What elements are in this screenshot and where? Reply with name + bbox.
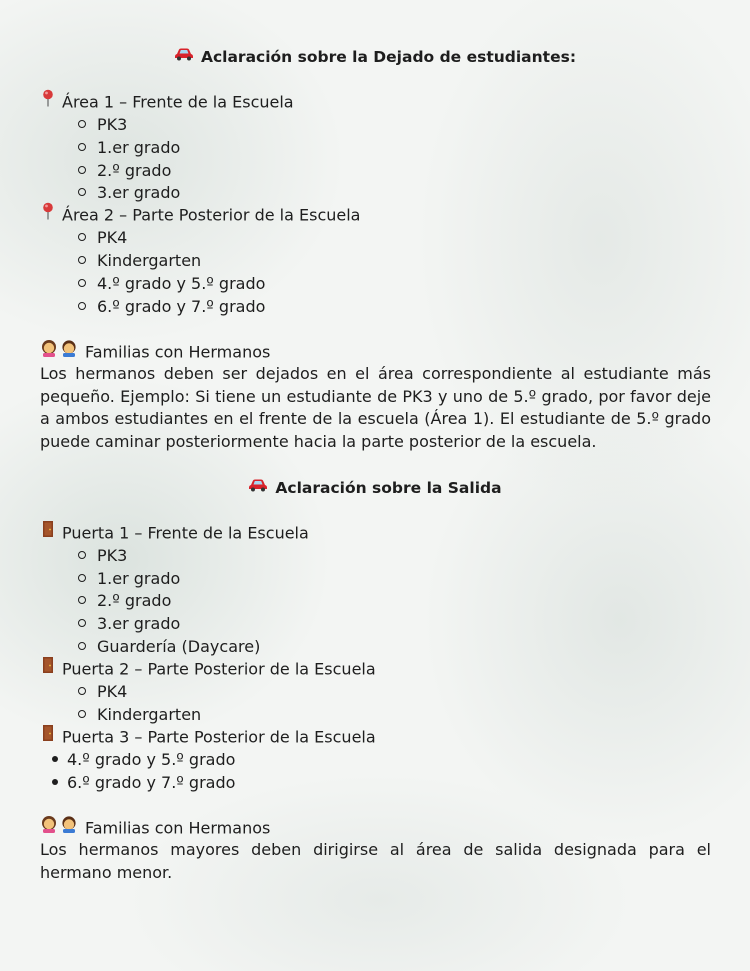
list-item: 2.º grado <box>78 590 171 612</box>
list-item: 3.er grado <box>78 182 180 204</box>
list-item: PK4 <box>78 681 127 703</box>
pickup-siblings-text: Los hermanos mayores deben dirigirse al área de salida designada para el hermano menor. <box>40 840 711 882</box>
list-item: 4.º grado y 5.º grado <box>78 273 265 295</box>
pickup-title <box>0 478 750 499</box>
door-icon <box>41 520 55 544</box>
door-2-label: Puerta 2 – Parte Posterior de la Escuela <box>62 659 376 679</box>
list-item: 2.º grado <box>78 160 171 182</box>
car-icon <box>248 477 268 497</box>
area-2-heading <box>41 204 360 228</box>
list-item: 6.º grado y 7.º grado <box>78 296 265 318</box>
list-item: Kindergarten <box>78 250 201 272</box>
list-item: Guardería (Daycare) <box>78 636 260 658</box>
list-item: PK3 <box>78 114 127 136</box>
list-item: 4.º grado y 5.º grado <box>52 749 235 771</box>
door-3-label: Puerta 3 – Parte Posterior de la Escuela <box>62 727 376 747</box>
door-3-heading <box>41 726 376 750</box>
pickup-siblings-heading: Familias con Hermanos <box>40 817 270 841</box>
dropoff-title <box>0 47 750 68</box>
dropoff-title-text: Aclaración sobre la Dejado de estudiantes: <box>200 48 577 66</box>
pickup-title-text: Aclaración sobre la Salida <box>275 479 502 497</box>
door-icon <box>41 724 55 748</box>
area-2-label: Área 2 – Parte Posterior de la Escuela <box>62 205 361 225</box>
dropoff-siblings-text: Los hermanos deben ser dejados en el área correspondiente al estudiante más pequeño. Ejemplo: Si tiene un estudiante de PK3 y uno de 5.º grado, por favor deje a ambos estudiantes en el frente de la escuela (Área 1). El estudiante de 5.º grado puede caminar posteriormente hacia la parte posterior de la escuela. <box>40 364 711 451</box>
door-2-heading <box>41 658 376 682</box>
list-item: 1.er grado <box>78 137 180 159</box>
pin-icon <box>41 202 55 226</box>
door-1-label: Puerta 1 – Frente de la Escuela <box>62 523 309 543</box>
list-item: 6.º grado y 7.º grado <box>52 772 235 794</box>
list-item: Kindergarten <box>78 704 201 726</box>
area-1-heading <box>41 91 294 115</box>
door-icon <box>41 656 55 680</box>
area-1-label: Área 1 – Frente de la Escuela <box>62 92 294 112</box>
car-icon <box>174 46 194 66</box>
pin-icon <box>41 89 55 113</box>
list-item: 3.er grado <box>78 613 180 635</box>
list-item: PK3 <box>78 545 127 567</box>
dropoff-siblings-heading: Familias con Hermanos <box>40 341 270 365</box>
list-item: PK4 <box>78 227 127 249</box>
children-icon <box>40 339 80 363</box>
children-icon <box>40 815 80 839</box>
door-1-heading <box>41 522 309 546</box>
list-item: 1.er grado <box>78 568 180 590</box>
